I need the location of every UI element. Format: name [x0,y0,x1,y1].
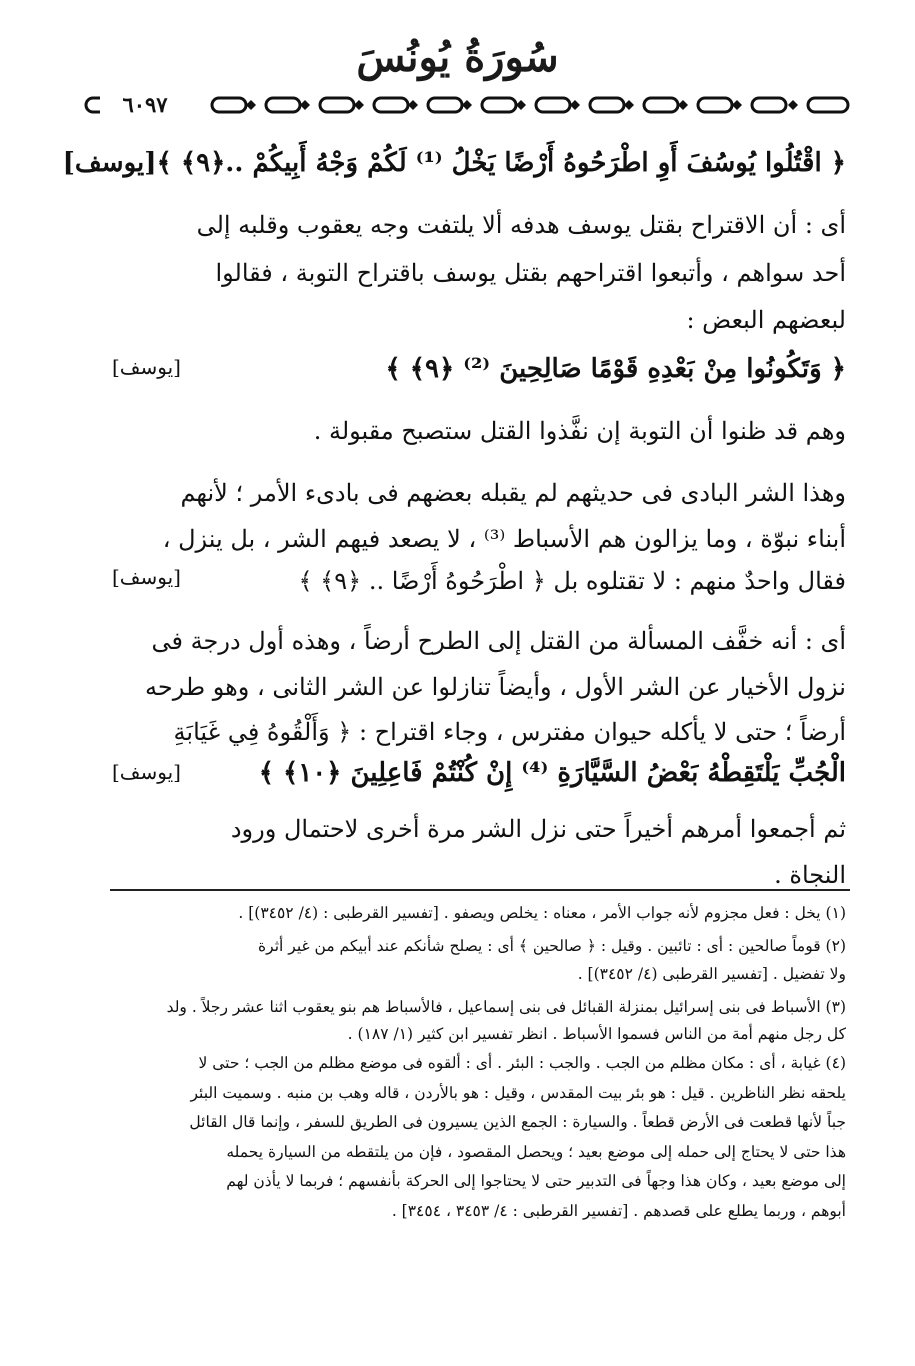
text-line: أى : أن الاقتراح بقتل يوسف هدفه ألا يلتفت وجه يعقوب وقلبه إلى [196,211,846,239]
footnote-divider [110,889,850,891]
footnote-line: (١) يخل : فعل مجزوم لأنه جواب الأمر ، معناه : يخلص ويصفو . [تفسير القرطبى : (٤/ ٣٤٥٢)] . [238,904,846,922]
footnote-line: (٤) غيابة ، أى : مكان مظلم من الجب . والجب : البئر . أى : ألقوه فى موضع مظلم من الجب ؛ حتى لا [198,1054,846,1072]
text-line: نزول الأخيار عن الشر الأول ، وأيضاً تنازلوا عن الشر الثانى ، وهو طرحه [145,673,846,701]
text-line: النجاة . [774,861,846,889]
footnote-line: جباً لأنها قطعت فى الأرض قطعاً . والسيارة : الجمع الذين يسيرون فى الطريق للسفر ، وإنما قال القائل [189,1113,846,1131]
footnote-line: أبوهم ، وربما يطلع على قصدهم . [تفسير القرطبى : ٤/ ٣٤٥٣ ، ٣٤٥٤] . [391,1202,846,1220]
footnote-line: ولا تفضيل . [تفسير القرطبى (٤/ ٣٤٥٢)] . [577,965,846,983]
text-line: ثم أجمعوا أمرهم أخيراً حتى نزل الشر مرة أخرى لاحتمال ورود [230,815,846,843]
surah-title: سُورَةُ يُونُسَ [356,34,559,81]
verse-source-label: [يوسف] [112,565,181,589]
footnote-line: هذا حتى لا يحتاج إلى حمله إلى موضع بعيد ؛ ويحصل المقصود ، فإن من يلتقطه من السيارة يحمله [226,1143,846,1161]
text-line: وهم قد ظنوا أن التوبة إن نفَّذوا القتل ستصبح مقبولة . [313,417,846,445]
verse-source-label: [يوسف] [112,355,181,379]
verse-line: ﴿ اقْتُلُوا يُوسُفَ أَوِ اطْرَحُوهُ أَرْضًا يَخْلُ ⁽¹⁾ لَكُمْ وَجْهُ أَبِيكُمْ ..﴿٩﴾ ﴾[يوسف] [62,148,846,178]
footnote-line: إلى موضع بعيد ، وكان هذا وجهاً فى التدبير حتى لا يحتاجوا إلى الحركة بأنفسهم ؛ فربما لا يأذن لهم [226,1172,846,1190]
text-line: أرضاً ؛ حتى لا يأكله حيوان مفترس ، وجاء اقتراح : ﴿ وَأَلْقُوهُ فِي غَيَابَةِ [173,718,846,746]
text-line: لبعضهم البعض : [686,306,846,334]
verse-line: الْجُبِّ يَلْتَقِطْهُ بَعْضُ السَّيَّارَةِ ⁽⁴⁾ إِنْ كُنْتُمْ فَاعِلِينَ ﴿١٠﴾ ﴾ [258,758,846,788]
verse-line: ﴿ وَتَكُونُوا مِنْ بَعْدِهِ قَوْمًا صَالِحِينَ ⁽²⁾ ﴿٩﴾ ﴾ [385,354,846,384]
text-line: وهذا الشر البادى فى حديثهم لم يقبله بعضهم فى بادىء الأمر ؛ لأنهم [180,479,846,507]
verse-source-label: [يوسف] [112,760,181,784]
footnote-line: يلحقه نظر الناظرين . قيل : هو بئر بيت المقدس ، وقيل : هو بالأردن ، قاله وهب بن منبه . وسميت البئر [190,1084,846,1102]
footnote-line: كل رجل منهم أمة من الناس فسموا الأسباط . انظر تفسير ابن كثير (١/ ١٨٧) . [347,1025,846,1043]
text-line: أبناء نبوّة ، وما يزالون هم الأسباط ⁽³⁾ ، لا يصعد فيهم الشر ، بل ينزل ، [162,525,846,553]
text-line: فقال واحدٌ منهم : لا تقتلوه بل ﴿ اطْرَحُوهُ أَرْضًا .. ﴿٩﴾ ﴾ [298,567,846,595]
footnote-line: (٢) قوماً صالحين : أى : تائبين . وقيل : ﴿ صالحين ﴾ أى : يصلح شأنكم عند أبيكم من غير أثرة [258,937,846,955]
text-line: أحد سواهم ، وأتبعوا اقتراحهم بقتل يوسف باقتراح التوبة ، فقالوا [215,259,846,287]
footnote-line: (٣) الأسباط فى بنى إسرائيل بمنزلة القبائل فى بنى إسماعيل ، فالأسباط هم بنو يعقوب اثنا عشر رجلاً . ولد [166,998,846,1016]
page-number: ٦٠٩٧ [100,92,190,118]
text-line: أى : أنه خفَّف المسألة من القتل إلى الطرح أرضاً ، وهذه أول درجة فى [151,627,846,655]
ornament-divider [82,92,854,118]
